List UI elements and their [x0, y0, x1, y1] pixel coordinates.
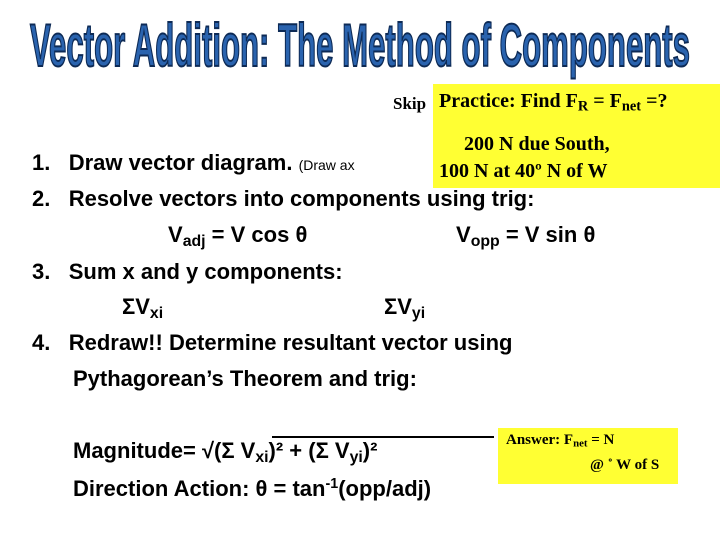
- direction-formula: Direction Action: $\theta = \tan^{-1}(opp/adj)$: [73, 476, 432, 501]
- practice-vector-2: 100 N at 40º N of W: [439, 160, 608, 182]
- step-4-text: Redraw!! Determine resultant vector using: [68, 330, 513, 355]
- step-3-text: Sum x and y components:: [68, 259, 343, 284]
- step-4: [32, 330, 512, 356]
- sum-y: $\Sigma V_{yi}$: [384, 294, 426, 322]
- page-title: [0, 2, 720, 80]
- skip-button[interactable]: Skip: [393, 94, 427, 113]
- answer-line-2: @ ˚ W of S: [590, 457, 660, 473]
- sum-x: $\Sigma V_{xi}$: [122, 294, 164, 322]
- step-2: [32, 186, 534, 212]
- step-3-number: 3.: [32, 259, 51, 284]
- step-1-note: (Draw ax: [298, 157, 355, 173]
- step-2-number: 2.: [32, 186, 51, 211]
- step-1-number: 1.: [32, 150, 51, 175]
- step-1: [32, 150, 355, 176]
- step-3: [32, 259, 343, 285]
- step-4-text-2: Pythagorean’s Theorem and trig:: [73, 366, 417, 391]
- step-2-text: Resolve vectors into components using trig:: [68, 186, 535, 211]
- answer-box: [498, 428, 678, 484]
- vadj-formula: $V_{adj} = V$ cos θ: [168, 222, 308, 250]
- page-title-text: Vector Addition: The Method of Components: [30, 12, 690, 79]
- practice-vector-1: 200 N due South,: [464, 133, 610, 155]
- vopp-formula: $V_{opp} = V$ sin θ: [456, 222, 596, 250]
- answer-line-1: Answer: $F_{net} = N$: [506, 432, 615, 450]
- practice-title: Practice: Find $F_R = F_{net}$ =?: [439, 90, 668, 115]
- step-4-number: 4.: [32, 330, 51, 355]
- step-1-text: Draw vector diagram.: [68, 150, 293, 175]
- magnitude-formula: Magnitude= √(Σ $V_{xi})^2 + (\Sigma$ $V_{yi})^2$: [73, 438, 378, 466]
- radical-overline: [272, 436, 494, 438]
- practice-box: [433, 84, 720, 188]
